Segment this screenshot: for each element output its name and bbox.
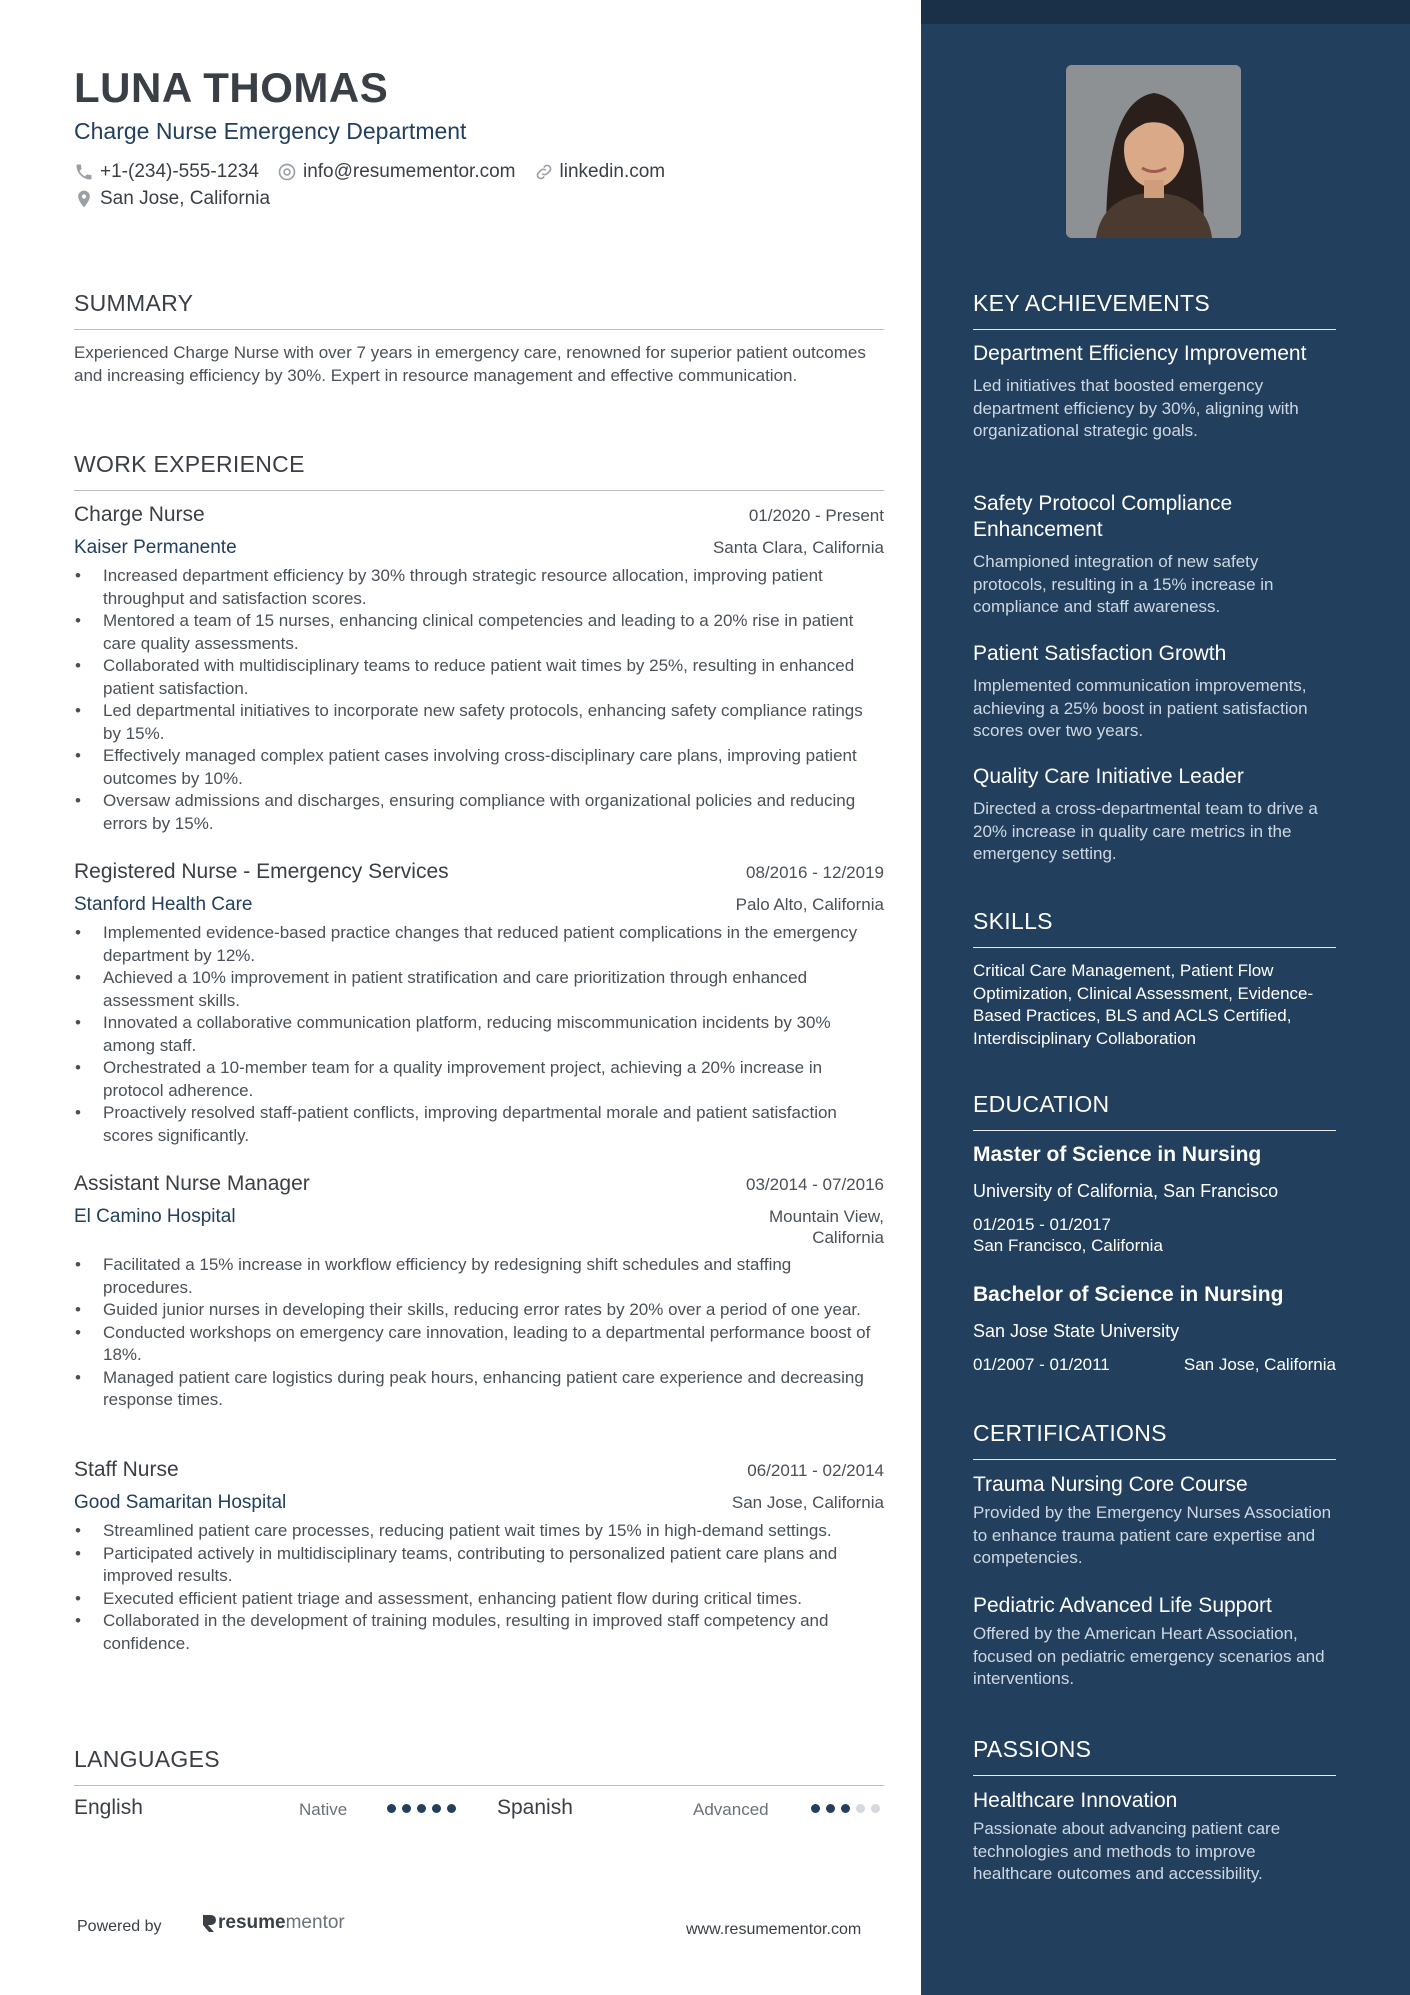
bullet-item: • Collaborated in the development of training modules, resulting in improved staff competency and confidence. xyxy=(74,1610,884,1655)
bullet-item: • Conducted workshops on emergency care innovation, leading to a departmental performance boost of 18%. xyxy=(74,1322,884,1367)
language-name: English xyxy=(74,1796,143,1819)
achievement-text: Led initiatives that boosted emergency department efficiency by 30%, aligning with organizational strategic goals. xyxy=(973,376,1299,440)
job-dates: 01/2020 - Present xyxy=(748,506,884,525)
job-title: Charge Nurse Emergency Department xyxy=(74,118,467,144)
certification-title: Trauma Nursing Core Course xyxy=(973,1473,1248,1496)
experience-section xyxy=(74,451,884,491)
job-role: Registered Nurse - Emergency Services xyxy=(74,860,449,883)
language-rating xyxy=(387,1804,462,1813)
job-company: Good Samaritan Hospital xyxy=(74,1492,287,1513)
education-item xyxy=(973,1283,1336,1375)
bullet-item: • Facilitated a 15% increase in workflow efficiency by redesigning shift schedules and staffing procedures. xyxy=(74,1254,884,1299)
footer-url[interactable]: www.resumementor.com xyxy=(686,1921,862,1938)
job-bullets xyxy=(74,1254,884,1412)
languages-heading: LANGUAGES xyxy=(74,1746,884,1786)
achievements-heading: KEY ACHIEVEMENTS xyxy=(973,290,1336,330)
education-heading: EDUCATION xyxy=(973,1091,1336,1131)
brand-logo[interactable] xyxy=(200,1912,345,1934)
achievement-title: Patient Satisfaction Growth xyxy=(973,642,1227,665)
job-company: El Camino Hospital xyxy=(74,1206,236,1227)
degree-title: Bachelor of Science in Nursing xyxy=(973,1283,1284,1306)
email-contact[interactable] xyxy=(277,161,516,183)
achievement-item xyxy=(973,341,1336,443)
job-location: Palo Alto, California xyxy=(735,895,884,914)
achievement-text: Directed a cross-departmental team to drive a 20% increase in quality care metrics in the emergency setting. xyxy=(973,799,1318,863)
summary-text: Experienced Charge Nurse with over 7 years in emergency care, renowned for superior patient outcomes and increasing efficiency by 30%. Expert in resource management and effective communication. xyxy=(74,343,866,385)
job-role: Charge Nurse xyxy=(74,503,205,526)
location-contact xyxy=(74,188,270,210)
certification-item xyxy=(973,1593,1336,1691)
education-location: San Francisco, California xyxy=(973,1236,1163,1255)
experience-heading: WORK EXPERIENCE xyxy=(74,451,884,491)
bullet-item: • Streamlined patient care processes, reducing patient wait times by 15% in high-demand settings. xyxy=(74,1520,884,1543)
email-text: info@resumementor.com xyxy=(302,161,516,182)
languages-section xyxy=(74,1746,884,1786)
rating-dot xyxy=(856,1804,865,1813)
language-name: Spanish xyxy=(497,1796,573,1819)
rating-dot xyxy=(871,1804,880,1813)
skills-section xyxy=(973,908,1336,1050)
job-bullets xyxy=(74,922,884,1147)
summary-heading: SUMMARY xyxy=(74,290,884,330)
achievement-title: Safety Protocol Compliance Enhancement xyxy=(973,492,1233,541)
bullet-item: • Implemented evidence-based practice changes that reduced patient complications in the emergency department by 12%. xyxy=(74,922,884,967)
degree-title: Master of Science in Nursing xyxy=(973,1143,1262,1166)
bullet-item: • Managed patient care logistics during peak hours, enhancing patient care experience and decreasing response times. xyxy=(74,1367,884,1412)
location-row xyxy=(74,188,288,210)
job-dates: 06/2011 - 02/2014 xyxy=(747,1461,884,1480)
linkedin-text: linkedin.com xyxy=(559,161,666,182)
skills-text: Critical Care Management, Patient Flow Optimization, Clinical Assessment, Evidence-Based Practices, BLS and ACLS Certified, Interdisciplinary Collaboration xyxy=(973,961,1314,1048)
bullet-item: • Participated actively in multidisciplinary teams, contributing to personalized patient care plans and improved results. xyxy=(74,1543,884,1588)
brand-light: mentor xyxy=(285,1912,345,1933)
rating-dot xyxy=(841,1804,850,1813)
achievement-item xyxy=(973,641,1336,743)
rating-dot xyxy=(432,1804,441,1813)
at-icon xyxy=(277,162,297,182)
bullet-item: • Proactively resolved staff-patient conflicts, improving departmental morale and patient satisfaction scores significantly. xyxy=(74,1102,884,1147)
bullet-item: • Executed efficient patient triage and assessment, enhancing patient flow during critical times. xyxy=(74,1588,884,1611)
certifications-heading: CERTIFICATIONS xyxy=(973,1420,1336,1460)
job-role: Assistant Nurse Manager xyxy=(74,1172,310,1195)
passions-heading: PASSIONS xyxy=(973,1736,1336,1776)
passion-text: Passionate about advancing patient care technologies and methods to improve healthcare outcomes and accessibility. xyxy=(973,1819,1281,1883)
passions-section xyxy=(973,1736,1336,1776)
brand-bold: resume xyxy=(218,1912,286,1933)
bullet-item: • Mentored a team of 15 nurses, enhancing clinical competencies and leading to a 20% rise in patient care quality assessments. xyxy=(74,610,884,655)
job-company: Kaiser Permanente xyxy=(74,537,237,558)
bullet-item: • Orchestrated a 10-member team for a quality improvement project, achieving a 20% increase in protocol adherence. xyxy=(74,1057,884,1102)
job-location: Santa Clara, California xyxy=(712,538,884,557)
bullet-item: • Collaborated with multidisciplinary teams to reduce patient wait times by 25%, resulting in enhanced patient satisfaction. xyxy=(74,655,884,700)
job-bullets xyxy=(74,565,884,835)
education-dates: 01/2015 - 01/2017 xyxy=(973,1215,1112,1234)
job-location: Mountain View, California xyxy=(769,1207,884,1247)
language-rating xyxy=(811,1804,886,1813)
link-icon xyxy=(534,162,554,182)
language-level: Advanced xyxy=(693,1800,769,1819)
phone-text: +1-(234)-555-1234 xyxy=(100,161,259,182)
bullet-item: • Guided junior nurses in developing their skills, reducing error rates by 20% over a period of one year. xyxy=(74,1299,884,1322)
achievements-section xyxy=(973,290,1336,330)
certification-title: Pediatric Advanced Life Support xyxy=(973,1594,1272,1617)
phone-icon xyxy=(74,162,94,182)
rating-dot xyxy=(402,1804,411,1813)
rating-dot xyxy=(387,1804,396,1813)
achievement-title: Department Efficiency Improvement xyxy=(973,342,1307,365)
education-dates: 01/2007 - 01/2011 xyxy=(973,1355,1110,1374)
profile-photo xyxy=(1066,65,1241,238)
certification-text: Offered by the American Heart Association, focused on pediatric emergency scenarios and interventions. xyxy=(973,1624,1325,1688)
bullet-item: • Effectively managed complex patient cases involving cross-disciplinary care plans, improving patient outcomes by 10%. xyxy=(74,745,884,790)
certifications-section xyxy=(973,1420,1336,1460)
achievement-text: Championed integration of new safety protocols, resulting in a 15% increase in compliance and staff awareness. xyxy=(973,552,1274,616)
portrait-avatar xyxy=(1066,65,1241,238)
map-pin-icon xyxy=(74,189,94,209)
education-section xyxy=(973,1091,1336,1131)
certification-text: Provided by the Emergency Nurses Association to enhance trauma patient care expertise and competencies. xyxy=(973,1503,1332,1567)
bullet-item: • Led departmental initiatives to incorporate new safety protocols, enhancing safety compliance ratings by 15%. xyxy=(74,700,884,745)
achievement-text: Implemented communication improvements, achieving a 25% boost in patient satisfaction scores over two years. xyxy=(973,676,1308,740)
resumementor-logo-icon xyxy=(200,1913,218,1933)
contact-row xyxy=(74,161,683,183)
passion-title: Healthcare Innovation xyxy=(973,1789,1178,1812)
skills-heading: SKILLS xyxy=(973,908,1336,948)
job-bullets xyxy=(74,1520,884,1655)
language-level: Native xyxy=(299,1800,348,1819)
school-name: San Jose State University xyxy=(973,1321,1180,1341)
phone-contact[interactable] xyxy=(74,161,259,183)
bullet-item: • Innovated a collaborative communication platform, reducing miscommunication incidents by 30% among staff. xyxy=(74,1012,884,1057)
linkedin-contact[interactable] xyxy=(534,161,666,183)
rating-dot xyxy=(417,1804,426,1813)
achievement-title: Quality Care Initiative Leader xyxy=(973,765,1244,788)
job-entry xyxy=(74,860,884,1147)
rating-dot xyxy=(811,1804,820,1813)
passion-item xyxy=(973,1788,1336,1886)
sidebar-topbar xyxy=(921,0,1410,24)
achievement-item xyxy=(973,764,1336,866)
summary-section xyxy=(74,290,884,387)
job-company: Stanford Health Care xyxy=(74,894,253,915)
bullet-item: • Increased department efficiency by 30% through strategic resource allocation, improving patient throughput and satisfaction scores. xyxy=(74,565,884,610)
job-entry xyxy=(74,1172,884,1412)
education-item xyxy=(973,1143,1336,1256)
school-name: University of California, San Francisco xyxy=(973,1181,1279,1201)
rating-dot xyxy=(826,1804,835,1813)
job-location: San Jose, California xyxy=(731,1493,884,1512)
location-text: San Jose, California xyxy=(100,188,271,209)
job-entry xyxy=(74,1458,884,1655)
rating-dot xyxy=(447,1804,456,1813)
job-role: Staff Nurse xyxy=(74,1458,179,1481)
job-dates: 03/2014 - 07/2016 xyxy=(745,1175,884,1194)
certification-item xyxy=(973,1472,1336,1570)
bullet-item: • Oversaw admissions and discharges, ensuring compliance with organizational policies and reducing errors by 15%. xyxy=(74,790,884,835)
candidate-name: LUNA THOMAS xyxy=(74,64,389,111)
powered-by-text: Powered by xyxy=(77,1918,162,1935)
achievement-item xyxy=(973,491,1336,619)
job-entry xyxy=(74,503,884,835)
bullet-item: • Achieved a 10% improvement in patient stratification and care prioritization through enhanced assessment skills. xyxy=(74,967,884,1012)
job-dates: 08/2016 - 12/2019 xyxy=(745,863,884,882)
education-location: San Jose, California xyxy=(1183,1355,1336,1374)
